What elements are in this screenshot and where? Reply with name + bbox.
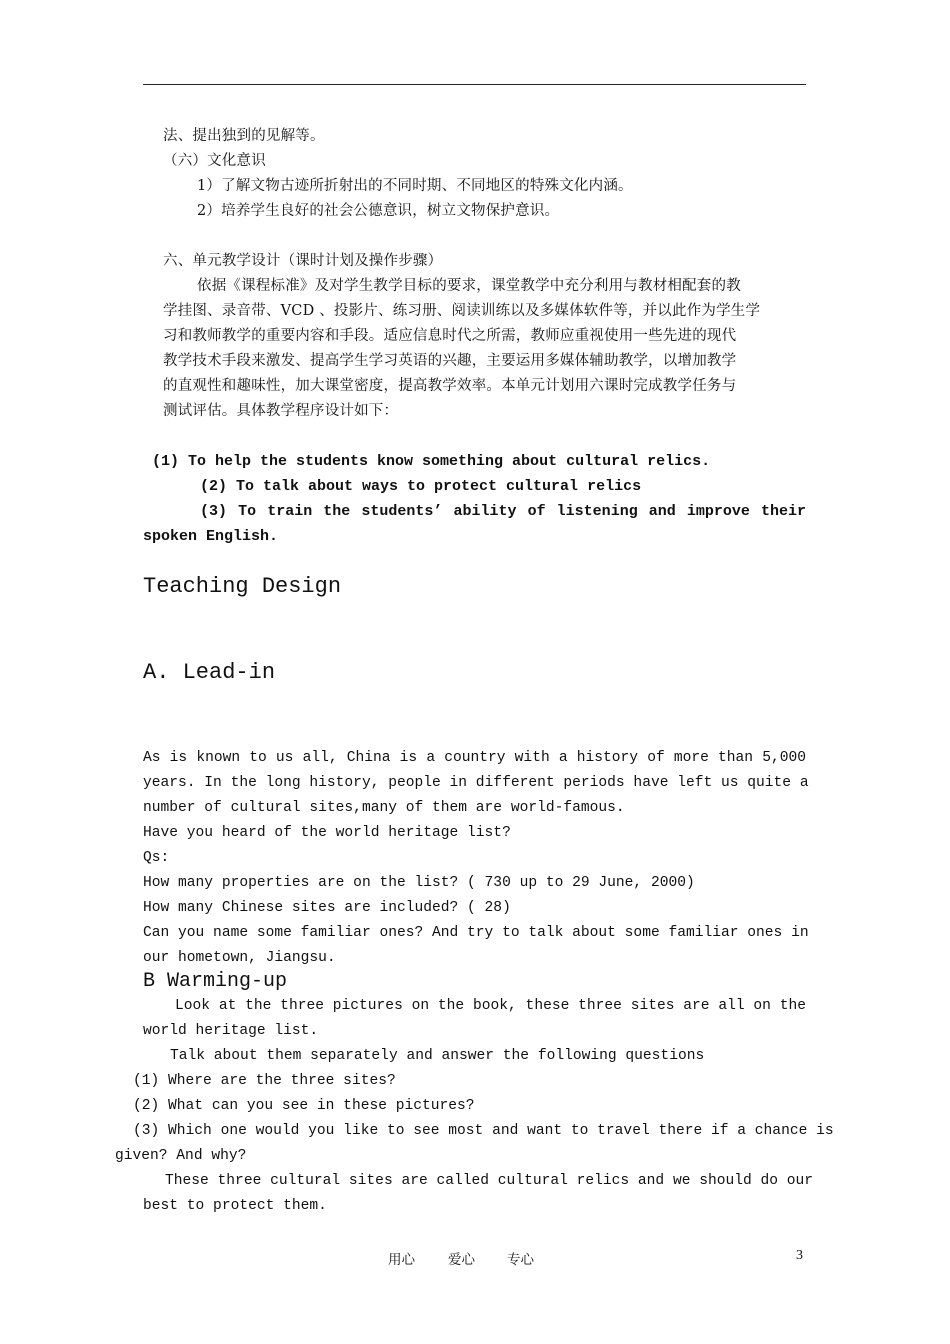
- lead-in-line: Qs:: [143, 850, 170, 866]
- objective-1: (1) To help the students know something about cultural relics.: [152, 453, 711, 470]
- question-1: (1) Where are the three sites?: [133, 1073, 396, 1089]
- lead-in-line: years. In the long history, people in different periods have left us quite a: [143, 775, 809, 791]
- footer-text: 爱心: [448, 1252, 475, 1268]
- lead-in-line: As is known to us all, China is a country with a history of more than 5,000: [143, 750, 806, 766]
- warming-up-line: Look at the three pictures on the book, these three sites are all on the: [175, 998, 806, 1014]
- warming-up-line: Talk about them separately and answer the following questions: [170, 1048, 705, 1064]
- question-3: (3) Which one would you like to see most and want to travel there if a chance is: [133, 1123, 834, 1139]
- lead-in-line: number of cultural sites,many of them are world-famous.: [143, 800, 625, 816]
- objective-2: (2) To talk about ways to protect cultural relics: [200, 478, 642, 495]
- warming-up-line: world heritage list.: [143, 1023, 319, 1039]
- lead-in-line: Have you heard of the world heritage list?: [143, 825, 511, 841]
- text-line: 法、提出独到的见解等。: [163, 128, 325, 144]
- warming-up-line: best to protect them.: [143, 1198, 327, 1214]
- warming-up-title: B Warming-up: [143, 970, 288, 993]
- objective-3-cont: spoken English.: [143, 528, 279, 545]
- paragraph-line: 依据《课程标准》及对学生教学目标的要求，课堂教学中充分利用与教材相配套的教: [197, 278, 741, 294]
- lead-in-line: our hometown, Jiangsu.: [143, 950, 336, 966]
- lead-in-title: A. Lead-in: [143, 660, 276, 685]
- footer-text: 用心: [388, 1252, 415, 1268]
- paragraph-line: 测试评估。具体教学程序设计如下：: [163, 403, 399, 419]
- page-number: 3: [796, 1248, 803, 1263]
- lead-in-line: Can you name some familiar ones? And try to talk about some familiar ones in: [143, 925, 809, 941]
- teaching-design-title: Teaching Design: [143, 574, 342, 599]
- text-line: （六）文化意识: [163, 153, 266, 169]
- question-3-cont: given? And why?: [115, 1148, 247, 1164]
- footer-text: 专心: [507, 1252, 534, 1268]
- text-line: 1）了解文物古迹所折射出的不同时期、不同地区的特殊文化内涵。: [197, 178, 633, 194]
- paragraph-line: 教学技术手段来激发、提高学生学习英语的兴趣，主要运用多媒体辅助教学，以增加教学: [163, 353, 737, 369]
- question-2: (2) What can you see in these pictures?: [133, 1098, 475, 1114]
- lead-in-line: How many properties are on the list? ( 730 up to 29 June, 2000): [143, 875, 695, 891]
- paragraph-line: 习和教师教学的重要内容和手段。适应信息时代之所需，教师应重视使用一些先进的现代: [163, 328, 737, 344]
- header-rule: [143, 84, 806, 85]
- warming-up-line: These three cultural sites are called cultural relics and we should do our: [165, 1173, 814, 1189]
- text-line: 2）培养学生良好的社会公德意识，树立文物保护意识。: [197, 203, 560, 219]
- lead-in-line: How many Chinese sites are included? ( 28): [143, 900, 511, 916]
- objective-3: (3) To train the students’ ability of listening and improve their: [200, 503, 806, 520]
- section-heading: 六、单元教学设计（课时计划及操作步骤）: [163, 253, 443, 269]
- paragraph-line: 的直观性和趣味性，加大课堂密度，提高教学效率。本单元计划用六课时完成教学任务与: [163, 378, 737, 394]
- paragraph-line: 学挂图、录音带、VCD 、投影片、练习册、阅读训练以及多媒体软件等，并以此作为学生学: [163, 303, 761, 319]
